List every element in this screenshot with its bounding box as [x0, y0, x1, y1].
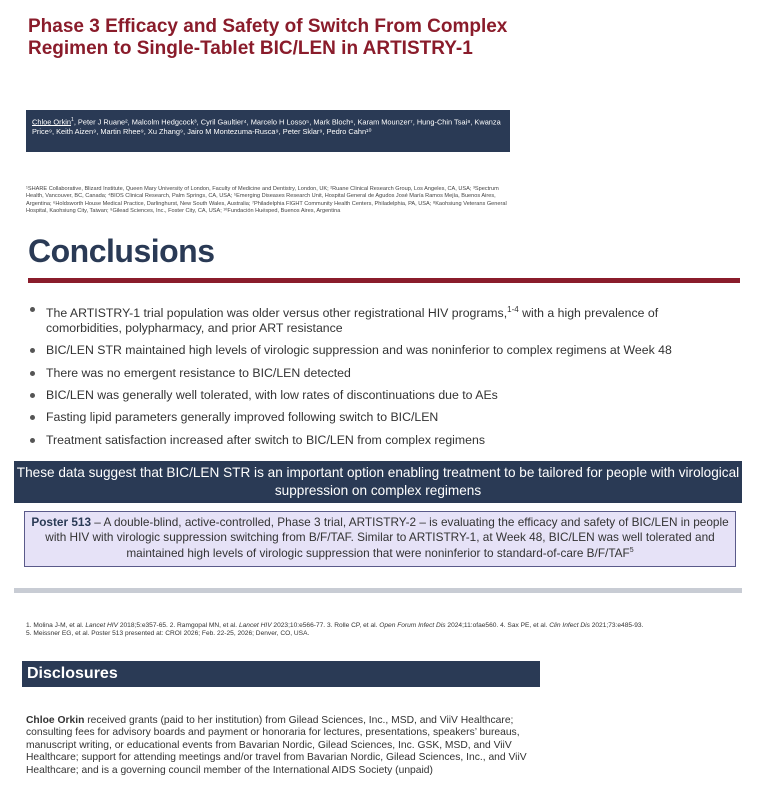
poster-sup: 5 — [629, 547, 634, 554]
references-divider — [14, 588, 742, 593]
bullet-icon — [30, 348, 35, 353]
first-author: Chloe Orkin — [32, 117, 72, 127]
list-item — [26, 302, 736, 336]
bullet-icon — [30, 415, 35, 420]
bullet-tail: with a high prevalence of comorbidities, polypharmacy, and prior ART resistance — [46, 306, 659, 336]
conclusions-heading: Conclusions — [28, 233, 215, 269]
disclosures-heading: Disclosures — [22, 661, 540, 687]
poster-callout — [24, 511, 736, 567]
bullet-text: BIC/LEN was generally well tolerated, with low rates of discontinuations due to AEs — [46, 387, 498, 402]
conclusions-list — [26, 302, 736, 455]
list-item — [26, 410, 736, 425]
bullet-icon — [30, 307, 35, 312]
bullet-text: Treatment satisfaction increased after switch to BIC/LEN from complex regimens — [46, 432, 485, 447]
references — [26, 622, 738, 639]
bullet-icon — [30, 438, 35, 443]
heading-rule — [28, 278, 740, 283]
disclosure-name: Chloe Orkin — [26, 715, 85, 726]
references-line-1: 1. Molina J-M, et al. Lancet HIV 2018;5:e357-65. 2. Ramgopal MN, et al. Lancet HIV 2023;10:e566-77. 3. Rolle CP, et al. Open Forum Infect Dis 2024;11:ofae560. 4. Sax PE, et al. Clin Infect Dis 2021;73:e485-93. — [26, 622, 644, 629]
bullet-text: There was no emergent resistance to BIC/LEN detected — [46, 365, 351, 380]
poster-label: Poster 513 — [31, 515, 92, 529]
poster-text: – A double-blind, active-controlled, Phase 3 trial, ARTISTRY-2 – is evaluating the efficacy and safety of BIC/LEN in people with HIV with virologic suppression switching from B/F/TAF. Similar to ARTISTRY-1, at Week 48, BIC/LEN was well tolerated and maintained high levels of virologic suppression that were noninferior to standard-of-care B/F/TAF — [45, 515, 729, 560]
summary-banner: These data suggest that BIC/LEN STR is an important option enabling treatment to be tailored for people with virological suppression on complex regimens — [14, 461, 742, 503]
disclosure-body: received grants (paid to her institution) from Gilead Sciences, Inc., MSD, and ViiV Healthcare; consulting fees for advisory boards and payment or honoraria for lectures, presentations, speakers’ bureaus, manuscript writing, or educational events from Bavarian Nordic, Gilead Sciences, Inc. GSK, MSD, and ViiV Healthcare; support for attending meetings and/or travel from Bavarian Nordic, Gilead Sciences, Inc., and ViiV Healthcare; and is a governing council member of the International AIDS Society (unpaid) — [26, 715, 527, 776]
author-list — [26, 110, 510, 152]
poster-title: Phase 3 Efficacy and Safety of Switch From Complex Regimen to Single-Tablet BIC/LEN in ARTISTRY-1 — [28, 16, 508, 59]
list-item — [26, 388, 736, 403]
bullet-sup: 1-4 — [507, 305, 519, 314]
bullet-text: The ARTISTRY-1 trial population was older versus other registrational HIV programs, — [46, 306, 508, 321]
bullet-text: BIC/LEN STR maintained high levels of virologic suppression and was noninferior to complex regimens at Week 48 — [46, 343, 672, 358]
disclosures-text — [26, 715, 556, 777]
list-item — [26, 433, 736, 448]
list-item — [26, 343, 736, 358]
references-line-2: 5. Meissner EG, et al. Poster 513 presented at: CROI 2026; Feb. 22-25, 2026; Denver, CO, USA. — [26, 630, 310, 638]
affiliations: ¹SHARE Collaborative, Blizard Institute, Queen Mary University of London, Faculty of Medicine and Dentistry, London, UK; ²Ruane Clinical Research Group, Los Angeles, CA, USA; ³Spectrum Health, Vancouver, BC, Canada; ⁴BIOS Clinical Research, Palm Springs, CA, USA; ⁵Emerging Diseases Research Unit, Hospital General de Agudos José María Ramos Mejía, Buenos Aires, Argentina; ⁶Holdsworth House Medical Practice, Darlinghurst, New South Wales, Australia; ⁷Philadelphia FIGHT Community Health Centers, Philadelphia, PA, USA; ⁸Kaohsiung Veterans General Hospital, Kaohsiung City, Taiwan; ⁹Gilead Sciences, Inc., Foster City, CA, USA; ¹⁰Fundación Huésped, Buenos Aires, Argentina — [26, 186, 507, 215]
bullet-icon — [30, 371, 35, 376]
author-rest: , Peter J Ruane², Malcolm Hedgcock³, Cyril Gaultier⁴, Marcelo H Losso⁵, Mark Bloch⁶, Karam Mounzer⁷, Hung-Chin Tsai⁸, Kwanza Price⁹, Keith Aizen⁹, Martin Rhee⁹, Xu Zhang⁹, Jairo M Montezuma-Rusca⁹, Peter Sklar⁹, Pedro Cahn¹⁰ — [32, 117, 501, 137]
bullet-icon — [30, 393, 35, 398]
bullet-text: Fasting lipid parameters generally improved following switch to BIC/LEN — [46, 410, 439, 425]
first-author-sup: 1 — [71, 117, 74, 123]
list-item — [26, 366, 736, 381]
